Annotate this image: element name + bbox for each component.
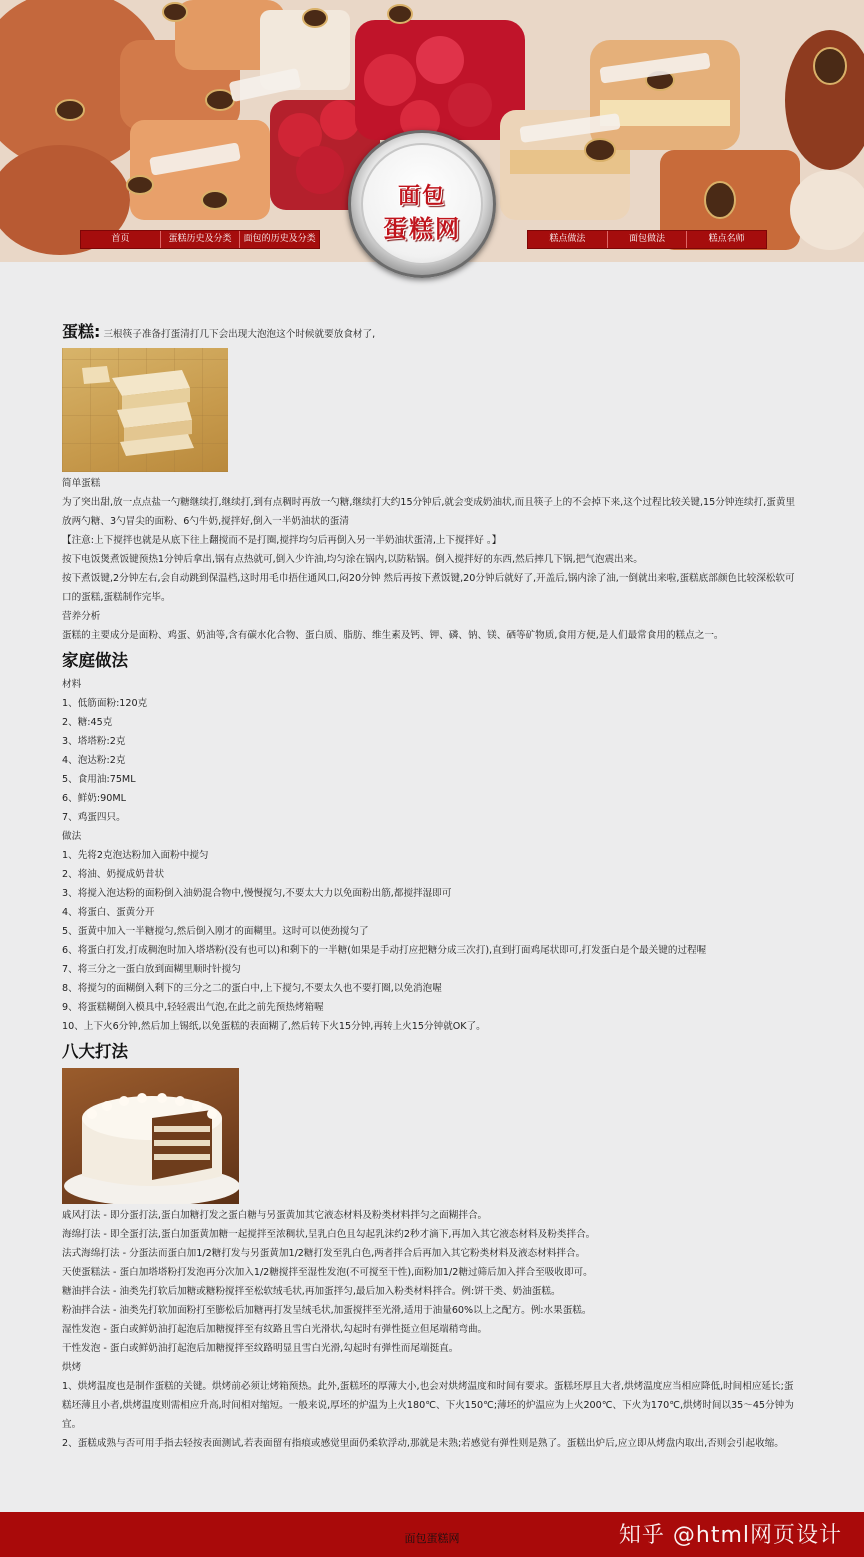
baking-item: 2、蛋糕成熟与否可用手指去轻按表面测试,若表面留有指痕或感觉里面仍柔软浮动,那就是未熟;若感觉有弹性则是熟了。蛋糕出炉后,应立即从烤盘内取出,否则会引起收缩。 [62, 1438, 784, 1449]
zhihu-watermark: 知乎 @html网页设计 [618, 1523, 842, 1548]
eight-method-item: 干性发泡 - 蛋白或鲜奶油打起泡后加糖搅拌至纹路明显且雪白光滑,勾起时有弹性而尾端挺直。 [62, 1343, 459, 1354]
method-step: 9、将蛋糕糊倒入模具中,轻轻震出气泡,在此之前先预热烤箱喔 [62, 1002, 324, 1013]
nav-item-cake-history[interactable]: 蛋糕历史及分类 [161, 231, 241, 248]
cake-para-3: 【注意:上下搅拌也就是从底下往上翻搅而不是打圈,搅拌均匀后再倒入另一半奶油状蛋清,上下搅拌好 。】 [62, 535, 502, 546]
cake-photo-1 [62, 348, 228, 472]
top-nav-left [80, 230, 320, 249]
method-step: 10、上下火6分钟,然后加上锡纸,以免蛋糕的表面糊了,然后转下火15分钟,再转上火15分钟就OK了。 [62, 1021, 486, 1032]
nav-item-bread-history[interactable]: 面包的历史及分类 [243, 234, 316, 244]
method-step: 2、将油、奶搅成奶昔状 [62, 869, 165, 880]
material-item: 7、鸡蛋四只。 [62, 812, 126, 823]
material-item: 5、食用油:75ML [62, 774, 136, 785]
eight-method-item: 天使蛋糕法 - 蛋白加塔塔粉打发泡再分次加入1/2糖搅拌至湿性发泡(不可搅至干性),面粉加1/2糖过筛后加入拌合至吸收即可。 [62, 1267, 593, 1278]
sponge-cake-illustration [62, 348, 228, 472]
material-item: 1、低筋面粉:120克 [62, 698, 148, 709]
eight-method-item: 糖油拌合法 - 油类先打软后加糖或糖粉搅拌至松软绒毛状,再加蛋拌匀,最后加入粉类材料拌合。例:饼干类、奶油蛋糕。 [62, 1286, 561, 1297]
nav-item-bread-recipes[interactable]: 面包做法 [608, 231, 688, 248]
top-nav-right [527, 230, 767, 249]
nav-item-home[interactable]: 首页 [81, 231, 161, 248]
cake-para-7: 蛋糕的主要成分是面粉、鸡蛋、奶油等,含有碳水化合物、蛋白质、脂肪、维生素及钙、钾、磷、钠、镁、硒等矿物质,食用方便,是人们最常食用的糕点之一。 [62, 630, 724, 641]
method-step: 4、将蛋白、蛋黄分开 [62, 907, 155, 918]
site-logo[interactable] [348, 130, 496, 278]
cake-para-6: 营养分析 [62, 611, 101, 622]
layer-cake-illustration [62, 1068, 239, 1204]
method-label: 做法 [62, 831, 82, 842]
eight-methods-heading: 八大打法 [62, 1042, 128, 1061]
logo-text-line1: 面包 [397, 183, 446, 209]
material-item: 4、泡达粉:2克 [62, 755, 126, 766]
eight-method-item: 海绵打法 - 即全蛋打法,蛋白加蛋黄加糖一起搅拌至浓稠状,呈乳白色且勾起乳沫约2秒才滴下,再加入其它液态材料及粉类拌合。 [62, 1229, 596, 1240]
baking-label: 烘烤 [62, 1362, 82, 1373]
cake-intro-line [62, 322, 802, 344]
footer-text: 面包蛋糕网 [404, 1532, 460, 1545]
method-step: 6、将蛋白打发,打成稠泡时加入塔塔粉(没有也可以)和剩下的一半糖(如果是手动打应把糖分成三次打),直到打面鸡尾状即可,打发蛋白是个最关键的过程喔 [62, 945, 707, 956]
method-step: 1、先将2克泡达粉加入面粉中搅匀 [62, 850, 209, 861]
nav-item-pastry-masters[interactable]: 糕点名师 [708, 234, 745, 244]
cake-para-1: 简单蛋糕 [62, 478, 101, 489]
logo-text-line2: 蛋糕网 [383, 214, 461, 243]
footer [0, 1512, 864, 1557]
material-item: 3、塔塔粉:2克 [62, 736, 126, 747]
cake-photo-2 [62, 1068, 239, 1204]
cake-heading: 蛋糕: [62, 322, 101, 341]
materials-label: 材料 [62, 679, 82, 690]
nav-item-pastry-recipes[interactable]: 糕点做法 [528, 231, 608, 248]
home-method-heading: 家庭做法 [62, 651, 128, 670]
method-step: 5、蛋黄中加入一半糖搅匀,然后倒入刚才的面糊里。这时可以使劲搅匀了 [62, 926, 369, 937]
cake-para-4: 按下电饭煲煮饭键预热1分钟后拿出,锅有点热就可,倒入少许油,均匀涂在锅内,以防粘锅。倒入搅拌好的东西,然后摔几下锅,把气泡震出来。 [62, 554, 643, 565]
main-content [62, 322, 802, 1453]
method-step: 8、将搅匀的面糊倒入剩下的三分之二的蛋白中,上下搅匀,不要太久也不要打圈,以免消泡喔 [62, 983, 442, 994]
material-item: 6、鲜奶:90ML [62, 793, 126, 804]
method-step: 7、将三分之一蛋白放到面糊里顺时针搅匀 [62, 964, 241, 975]
method-step: 3、将搅入泡达粉的面粉倒入油奶混合物中,慢慢搅匀,不要太大力以免面粉出筋,都搅拌湿即可 [62, 888, 452, 899]
eight-method-item: 戚风打法 - 即分蛋打法,蛋白加糖打发之蛋白糖与另蛋黄加其它液态材料及粉类材料拌匀之面糊拌合。 [62, 1210, 488, 1221]
eight-method-item: 粉油拌合法 - 油类先打软加面粉打至膨松后加糖再打发呈绒毛状,加蛋搅拌至光滑,适用于油量60%以上之配方。例:水果蛋糕。 [62, 1305, 592, 1316]
cake-intro: 三根筷子准备打蛋清打几下会出现大泡泡这个时候就要放食材了, [103, 329, 376, 340]
eight-method-item: 湿性发泡 - 蛋白或鲜奶油打起泡后加糖搅拌至有纹路且雪白光滑状,勾起时有弹性挺立但尾端稍弯曲。 [62, 1324, 488, 1335]
cake-para-5: 按下煮饭键,2分钟左右,会自动跳到保温档,这时用毛巾捂住通风口,闷20分钟 然后再按下煮饭键,20分钟后就好了,开盖后,锅内涂了油,一倒就出来啦,蛋糕底部颜色比较深松软可口的蛋糕,蛋糕制作完毕。 [62, 573, 795, 603]
material-item: 2、糖:45克 [62, 717, 113, 728]
cake-para-2: 为了突出甜,放一点点盐一勺糖继续打,继续打,到有点稠时再放一勺糖,继续打大约15分钟后,就会变成奶油状,而且筷子上的不会掉下来,这个过程比较关键,15分钟连续打,蛋黄里放两勺糖、3勺冒尖的面粉、6勺牛奶,搅拌好,倒入一半奶油状的蛋清 [62, 497, 796, 527]
baking-item: 1、烘烤温度也是制作蛋糕的关键。烘烤前必须让烤箱预热。此外,蛋糕坯的厚薄大小,也会对烘烤温度和时间有要求。蛋糕坯厚且大者,烘烤温度应当相应降低,时间相应延长;蛋糕坯薄且小者,烘烤温度则需相应升高,时间相对缩短。一般来说,厚坯的炉温为上火180℃、下火150℃;薄坯的炉温应为上火200℃、下火为170℃,烘烤时间以35～45分钟为宜。 [62, 1381, 794, 1430]
eight-method-item: 法式海绵打法 - 分蛋法而蛋白加1/2糖打发与另蛋黄加1/2糖打发至乳白色,两者拌合后再加入其它粉类材料及液态材料拌合。 [62, 1248, 586, 1259]
logo-ring [361, 143, 483, 265]
